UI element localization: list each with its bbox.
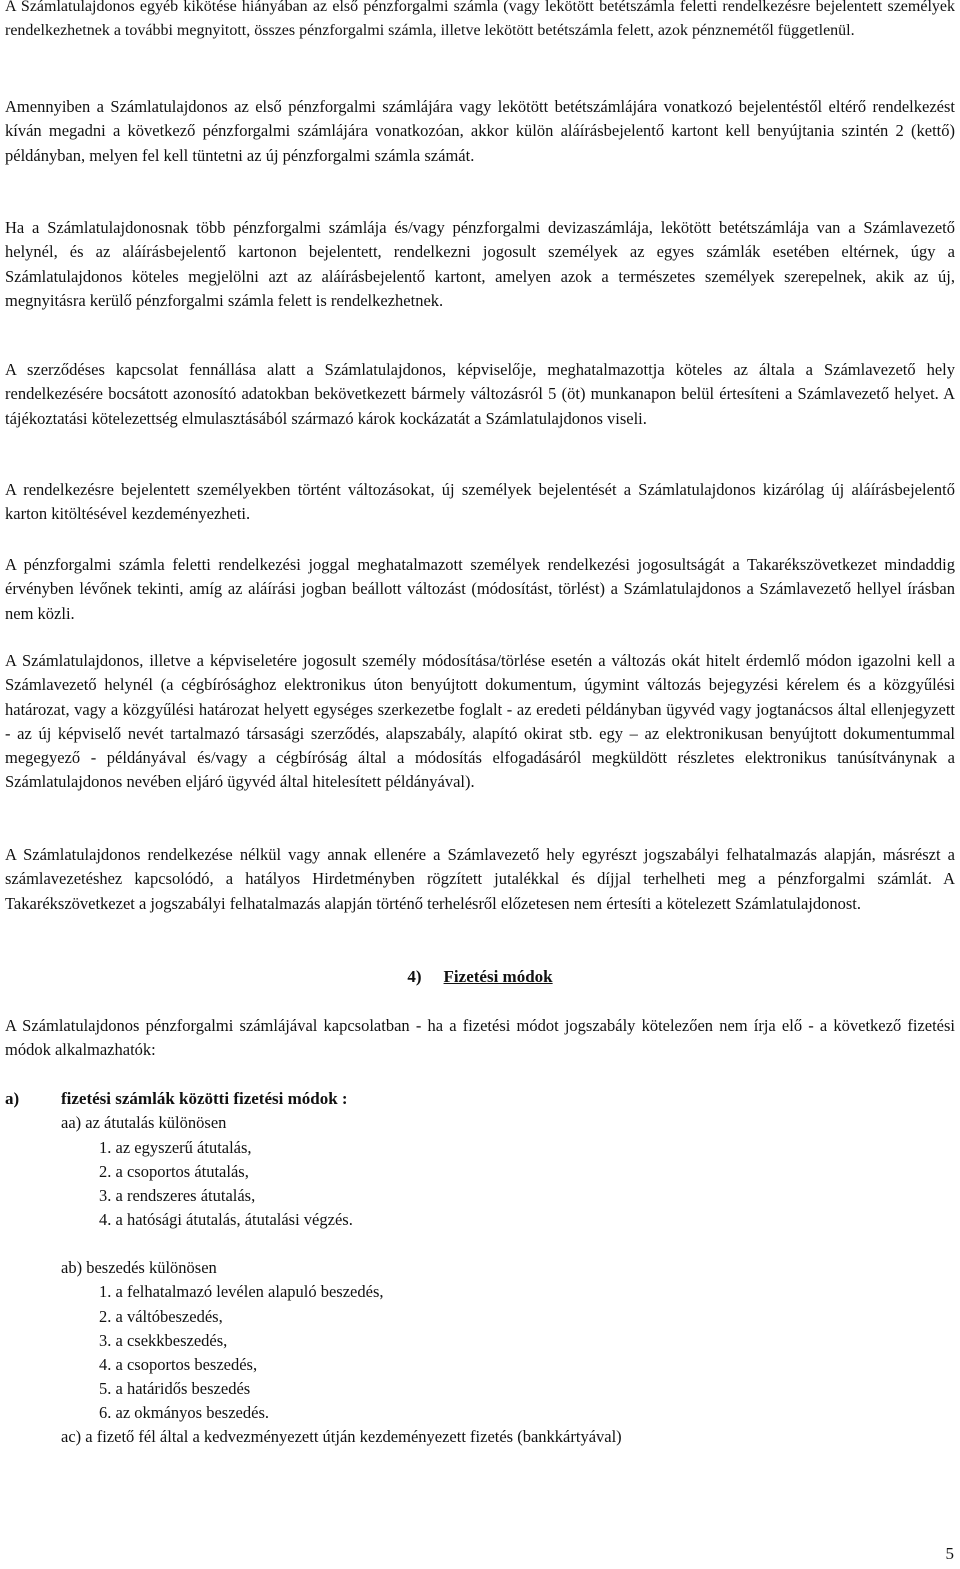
list-item: 3. a rendszeres átutalás, <box>99 1186 256 1205</box>
paragraph-representative-change: A Számlatulajdonos, illetve a képviseletére jogosult személy módosítása/törlése esetén a változás okát hitelt érdemlő módon igazolni kell a Számlavezető helynél (a cégbírósághoz elektronikus úton benyújtott dokumentum, úgymint változás bejegyzési kérelem és a közgyűlési határozat, vagy a közgyűlési határozat helyett egységes szerkezetbe foglalt - az eredeti példányban ügyvéd vagy jogtanácsos által ellenjegyzett - az új képviselő nevét tartalmazó társasági szerződés, alapszabály, alapító okirat stb. egy – az elektronikusan benyújtott dokumentummal megegyező - példányával és/vagy a cégbíróság által a módosítás elfogadásáról megküldött részletes elektronikus tanúsítványnak a Számlatulajdonos nevében eljáró ügyvéd által hitelesített példányával). <box>5 651 955 792</box>
page-number: 5 <box>945 1544 954 1563</box>
list-title-a: fizetési számlák közötti fizetési módok : <box>61 1089 348 1108</box>
section-title: Fizetési módok <box>443 967 553 986</box>
paragraph-first-account-scope: A Számlatulajdonos egyéb kikötése hiányában az első pénzforgalmi számla (vagy lekötött betétszámla feletti rendelkezésre bejelentett személyek rendelkezhetnek a további megnyitott, összes pénzforgalmi számla, illetve lekötött betétszámla felett, azok pénznemétől függetlenül. <box>5 0 955 39</box>
paragraph-payment-methods-intro: A Számlatulajdonos pénzforgalmi számlájával kapcsolatban - ha a fizetési módot jogszabály kötelezően nem írja elő - a következő fizetési módok alkalmazhatók: <box>5 1016 955 1060</box>
list-item: 5. a határidős beszedés <box>99 1379 251 1398</box>
sublist-label-ab: ab) beszedés különösen <box>61 1258 217 1277</box>
paragraph-multiple-accounts: Ha a Számlatulajdonosnak több pénzforgalmi számlája és/vagy pénzforgalmi devizaszámlája, lekötött betétszámlája van a Számlavezető helynél, és az aláírásbejelentő kartonon bejelentett, rendelkezni jogosult személyek az egyes számlák esetében eltérnek, úgy a Számlatulajdonos köteles megjelölni azt az aláírásbejelentő kartont, amelyen azok a természetes személyek szerepelnek, akik az új, megnyitásra kerülő pénzforgalmi számla felett is rendelkezhetnek. <box>5 218 955 310</box>
paragraph-debit-without-order: A Számlatulajdonos rendelkezése nélkül vagy annak ellenére a Számlavezető hely egyrészt jogszabályi felhatalmazás alapján, másrészt a számlavezetéshez kapcsolódó, a hatályos Hirdetményben rögzített jutalékkal és díjjal terhelheti meg a pénzforgalmi számlát. A Takarékszövetkezet a jogszabályi felhatalmazás alapján történő terhelésről előzetesen nem értesíti a kötelezett Számlatulajdonost. <box>5 845 955 913</box>
sublist-label-ac: ac) a fizető fél által a kedvezményezett útján kezdeményezett fizetés (bankkártyával) <box>61 1427 622 1446</box>
list-marker-a: a) <box>5 1089 20 1108</box>
section-heading <box>5 965 955 989</box>
paragraph-different-provision: Amennyiben a Számlatulajdonos az első pénzforgalmi számlájára vagy lekötött betétszámlájára vonatkozó bejelentéstől eltérő rendelkezést kíván megadni a következő pénzforgalmi számlájára vonatkozóan, akkor külön aláírásbejelentő kartont kell benyújtania szintén 2 (kettő) példányban, melyen fel kell tüntetni az új pénzforgalmi számla számát. <box>5 97 955 165</box>
paragraph-authorization-validity: A pénzforgalmi számla feletti rendelkezési joggal meghatalmazott személyek rendelkezési jogosultságát a Takarékszövetkezet mindaddig érvényben lévőnek tekinti, amíg az aláírási jogban beállott változást (módosítást, törlést) a Számlatulajdonos a Számlavezető hellyel írásban nem közli. <box>5 555 955 623</box>
list-item: 2. a váltóbeszedés, <box>99 1307 223 1326</box>
list-item: 4. a csoportos beszedés, <box>99 1355 258 1374</box>
list-item: 4. a hatósági átutalás, átutalási végzés. <box>99 1210 353 1229</box>
list-item: 1. a felhatalmazó levélen alapuló beszedés, <box>99 1282 384 1301</box>
list-item: 3. a csekkbeszedés, <box>99 1331 228 1350</box>
sublist-label-aa: aa) az átutalás különösen <box>61 1113 227 1132</box>
list-item: 2. a csoportos átutalás, <box>99 1162 249 1181</box>
list-item: 6. az okmányos beszedés. <box>99 1403 269 1422</box>
paragraph-authorized-persons-change: A rendelkezésre bejelentett személyekben történt változásokat, új személyek bejelentését a Számlatulajdonos kizárólag új aláírásbejelentő karton kitöltésével kezdeményezheti. <box>5 480 955 524</box>
list-item: 1. az egyszerű átutalás, <box>99 1138 252 1157</box>
paragraph-data-change-notification: A szerződéses kapcsolat fennállása alatt a Számlatulajdonos, képviselője, meghatalmazottja köteles az általa a Számlavezető hely rendelkezésére bocsátott azonosító adatokban bekövetkezett bármely változásról 5 (öt) munkanapon belül értesíteni a Számlavezető helyet. A tájékoztatási kötelezettség elmulasztásából származó károk kockázatát a Számlatulajdonos viseli. <box>5 360 955 428</box>
section-number: 4) <box>407 967 422 986</box>
